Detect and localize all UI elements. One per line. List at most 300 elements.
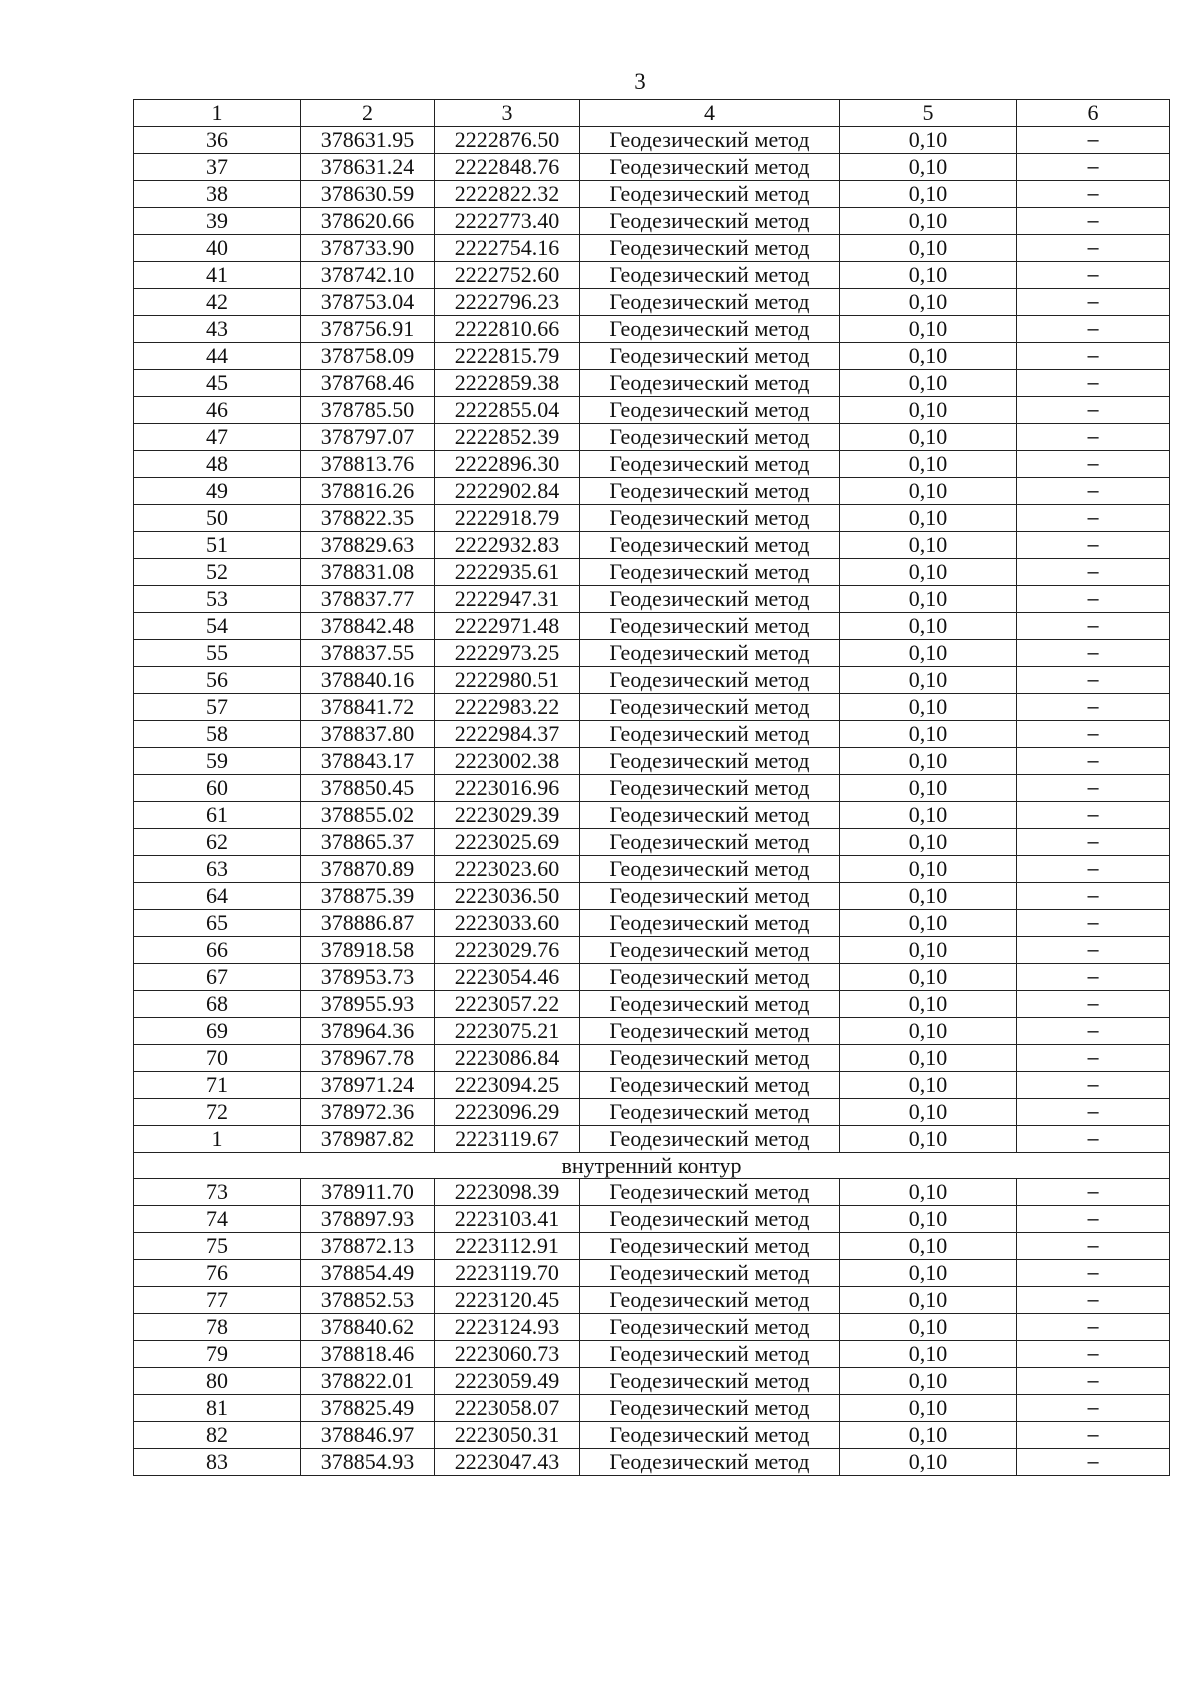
accuracy-cell: 0,10: [840, 1260, 1017, 1287]
x-coordinate-cell: 378630.59: [301, 181, 435, 208]
x-coordinate-cell: 378785.50: [301, 397, 435, 424]
method-cell: Геодезический метод: [580, 559, 840, 586]
table-row: [134, 1072, 1170, 1099]
table-row: [134, 1045, 1170, 1072]
description-cell: –: [1017, 559, 1170, 586]
accuracy-cell: 0,10: [840, 127, 1017, 154]
header-row: [134, 100, 1170, 127]
y-coordinate-cell: 2222822.32: [435, 181, 580, 208]
method-cell: Геодезический метод: [580, 424, 840, 451]
method-cell: Геодезический метод: [580, 1099, 840, 1126]
point-number-cell: 59: [134, 748, 301, 775]
x-coordinate-cell: 378837.80: [301, 721, 435, 748]
y-coordinate-cell: 2223002.38: [435, 748, 580, 775]
y-coordinate-cell: 2222752.60: [435, 262, 580, 289]
description-cell: –: [1017, 127, 1170, 154]
y-coordinate-cell: 2223025.69: [435, 829, 580, 856]
description-cell: –: [1017, 1395, 1170, 1422]
x-coordinate-cell: 378631.24: [301, 154, 435, 181]
accuracy-cell: 0,10: [840, 1126, 1017, 1153]
description-cell: –: [1017, 802, 1170, 829]
x-coordinate-cell: 378843.17: [301, 748, 435, 775]
x-coordinate-cell: 378870.89: [301, 856, 435, 883]
table-row: [134, 586, 1170, 613]
method-cell: Геодезический метод: [580, 1341, 840, 1368]
page-number: 3: [634, 69, 646, 94]
table-row: [134, 856, 1170, 883]
point-number-cell: 61: [134, 802, 301, 829]
table-row: [134, 208, 1170, 235]
y-coordinate-cell: 2222902.84: [435, 478, 580, 505]
x-coordinate-cell: 378753.04: [301, 289, 435, 316]
table-row: [134, 1206, 1170, 1233]
table-row: [134, 613, 1170, 640]
x-coordinate-cell: 378837.77: [301, 586, 435, 613]
y-coordinate-cell: 2223016.96: [435, 775, 580, 802]
y-coordinate-cell: 2223033.60: [435, 910, 580, 937]
accuracy-cell: 0,10: [840, 1045, 1017, 1072]
section-row: [134, 1153, 1170, 1179]
y-coordinate-cell: 2222855.04: [435, 397, 580, 424]
point-number-cell: 78: [134, 1314, 301, 1341]
table-row: [134, 1314, 1170, 1341]
table-row: [134, 397, 1170, 424]
description-cell: –: [1017, 613, 1170, 640]
accuracy-cell: 0,10: [840, 235, 1017, 262]
table-row: [134, 289, 1170, 316]
method-cell: Геодезический метод: [580, 208, 840, 235]
y-coordinate-cell: 2222932.83: [435, 532, 580, 559]
description-cell: –: [1017, 640, 1170, 667]
x-coordinate-cell: 378852.53: [301, 1287, 435, 1314]
method-cell: Геодезический метод: [580, 343, 840, 370]
method-cell: Геодезический метод: [580, 235, 840, 262]
description-cell: –: [1017, 991, 1170, 1018]
x-coordinate-cell: 378854.93: [301, 1449, 435, 1476]
x-coordinate-cell: 378872.13: [301, 1233, 435, 1260]
accuracy-cell: 0,10: [840, 424, 1017, 451]
x-coordinate-cell: 378840.16: [301, 667, 435, 694]
description-cell: –: [1017, 505, 1170, 532]
accuracy-cell: 0,10: [840, 154, 1017, 181]
header-cell: 6: [1017, 100, 1170, 127]
y-coordinate-cell: 2223120.45: [435, 1287, 580, 1314]
point-number-cell: 42: [134, 289, 301, 316]
point-number-cell: 55: [134, 640, 301, 667]
x-coordinate-cell: 378886.87: [301, 910, 435, 937]
method-cell: Геодезический метод: [580, 451, 840, 478]
x-coordinate-cell: 378841.72: [301, 694, 435, 721]
y-coordinate-cell: 2223058.07: [435, 1395, 580, 1422]
description-cell: –: [1017, 1179, 1170, 1206]
point-number-cell: 65: [134, 910, 301, 937]
y-coordinate-cell: 2222876.50: [435, 127, 580, 154]
x-coordinate-cell: 378972.36: [301, 1099, 435, 1126]
accuracy-cell: 0,10: [840, 1449, 1017, 1476]
x-coordinate-cell: 378742.10: [301, 262, 435, 289]
table-row: [134, 559, 1170, 586]
method-cell: Геодезический метод: [580, 289, 840, 316]
y-coordinate-cell: 2223086.84: [435, 1045, 580, 1072]
y-coordinate-cell: 2222918.79: [435, 505, 580, 532]
table-row: [134, 478, 1170, 505]
table-row: [134, 1018, 1170, 1045]
point-number-cell: 72: [134, 1099, 301, 1126]
y-coordinate-cell: 2223059.49: [435, 1368, 580, 1395]
point-number-cell: 46: [134, 397, 301, 424]
x-coordinate-cell: 378829.63: [301, 532, 435, 559]
table-row: [134, 1126, 1170, 1153]
point-number-cell: 71: [134, 1072, 301, 1099]
table-row: [134, 424, 1170, 451]
description-cell: –: [1017, 1206, 1170, 1233]
inner-contour-title: внутренний контур: [134, 1153, 1170, 1179]
description-cell: –: [1017, 262, 1170, 289]
x-coordinate-cell: 378733.90: [301, 235, 435, 262]
point-number-cell: 68: [134, 991, 301, 1018]
accuracy-cell: 0,10: [840, 667, 1017, 694]
x-coordinate-cell: 378855.02: [301, 802, 435, 829]
y-coordinate-cell: 2223119.67: [435, 1126, 580, 1153]
point-number-cell: 49: [134, 478, 301, 505]
description-cell: –: [1017, 235, 1170, 262]
description-cell: –: [1017, 964, 1170, 991]
description-cell: –: [1017, 1018, 1170, 1045]
point-number-cell: 63: [134, 856, 301, 883]
accuracy-cell: 0,10: [840, 964, 1017, 991]
description-cell: –: [1017, 181, 1170, 208]
y-coordinate-cell: 2223023.60: [435, 856, 580, 883]
x-coordinate-cell: 378822.01: [301, 1368, 435, 1395]
y-coordinate-cell: 2223047.43: [435, 1449, 580, 1476]
description-cell: –: [1017, 586, 1170, 613]
table-row: [134, 262, 1170, 289]
method-cell: Геодезический метод: [580, 1018, 840, 1045]
accuracy-cell: 0,10: [840, 910, 1017, 937]
point-number-cell: 48: [134, 451, 301, 478]
method-cell: Геодезический метод: [580, 316, 840, 343]
method-cell: Геодезический метод: [580, 370, 840, 397]
description-cell: –: [1017, 1422, 1170, 1449]
point-number-cell: 75: [134, 1233, 301, 1260]
point-number-cell: 57: [134, 694, 301, 721]
y-coordinate-cell: 2223096.29: [435, 1099, 580, 1126]
method-cell: Геодезический метод: [580, 829, 840, 856]
accuracy-cell: 0,10: [840, 856, 1017, 883]
table-body: [134, 100, 1170, 1476]
method-cell: Геодезический метод: [580, 667, 840, 694]
accuracy-cell: 0,10: [840, 1018, 1017, 1045]
point-number-cell: 47: [134, 424, 301, 451]
point-number-cell: 70: [134, 1045, 301, 1072]
method-cell: Геодезический метод: [580, 1126, 840, 1153]
x-coordinate-cell: 378831.08: [301, 559, 435, 586]
y-coordinate-cell: 2222935.61: [435, 559, 580, 586]
y-coordinate-cell: 2223119.70: [435, 1260, 580, 1287]
description-cell: –: [1017, 1341, 1170, 1368]
point-number-cell: 52: [134, 559, 301, 586]
x-coordinate-cell: 378816.26: [301, 478, 435, 505]
x-coordinate-cell: 378987.82: [301, 1126, 435, 1153]
point-number-cell: 62: [134, 829, 301, 856]
y-coordinate-cell: 2222754.16: [435, 235, 580, 262]
description-cell: –: [1017, 694, 1170, 721]
table-row: [134, 1233, 1170, 1260]
header-cell: 4: [580, 100, 840, 127]
y-coordinate-cell: 2223103.41: [435, 1206, 580, 1233]
method-cell: Геодезический метод: [580, 748, 840, 775]
x-coordinate-cell: 378875.39: [301, 883, 435, 910]
method-cell: Геодезический метод: [580, 1395, 840, 1422]
method-cell: Геодезический метод: [580, 883, 840, 910]
point-number-cell: 76: [134, 1260, 301, 1287]
x-coordinate-cell: 378918.58: [301, 937, 435, 964]
y-coordinate-cell: 2222947.31: [435, 586, 580, 613]
accuracy-cell: 0,10: [840, 1099, 1017, 1126]
x-coordinate-cell: 378813.76: [301, 451, 435, 478]
x-coordinate-cell: 378955.93: [301, 991, 435, 1018]
accuracy-cell: 0,10: [840, 559, 1017, 586]
y-coordinate-cell: 2222973.25: [435, 640, 580, 667]
accuracy-cell: 0,10: [840, 748, 1017, 775]
point-number-cell: 82: [134, 1422, 301, 1449]
description-cell: –: [1017, 451, 1170, 478]
y-coordinate-cell: 2223029.39: [435, 802, 580, 829]
table-row: [134, 883, 1170, 910]
accuracy-cell: 0,10: [840, 829, 1017, 856]
x-coordinate-cell: 378964.36: [301, 1018, 435, 1045]
x-coordinate-cell: 378840.62: [301, 1314, 435, 1341]
table-row: [134, 1099, 1170, 1126]
accuracy-cell: 0,10: [840, 802, 1017, 829]
table-row: [134, 910, 1170, 937]
description-cell: –: [1017, 883, 1170, 910]
method-cell: Геодезический метод: [580, 1072, 840, 1099]
table-row: [134, 181, 1170, 208]
table-row: [134, 1449, 1170, 1476]
point-number-cell: 43: [134, 316, 301, 343]
table-row: [134, 802, 1170, 829]
x-coordinate-cell: 378854.49: [301, 1260, 435, 1287]
x-coordinate-cell: 378971.24: [301, 1072, 435, 1099]
point-number-cell: 51: [134, 532, 301, 559]
table-row: [134, 964, 1170, 991]
point-number-cell: 69: [134, 1018, 301, 1045]
coordinates-table: [133, 99, 1170, 1476]
description-cell: –: [1017, 829, 1170, 856]
accuracy-cell: 0,10: [840, 289, 1017, 316]
x-coordinate-cell: 378825.49: [301, 1395, 435, 1422]
accuracy-cell: 0,10: [840, 262, 1017, 289]
table-row: [134, 1368, 1170, 1395]
accuracy-cell: 0,10: [840, 1395, 1017, 1422]
accuracy-cell: 0,10: [840, 613, 1017, 640]
description-cell: –: [1017, 721, 1170, 748]
method-cell: Геодезический метод: [580, 856, 840, 883]
description-cell: –: [1017, 478, 1170, 505]
description-cell: –: [1017, 1449, 1170, 1476]
table-row: [134, 235, 1170, 262]
method-cell: Геодезический метод: [580, 127, 840, 154]
y-coordinate-cell: 2223098.39: [435, 1179, 580, 1206]
point-number-cell: 44: [134, 343, 301, 370]
y-coordinate-cell: 2222859.38: [435, 370, 580, 397]
method-cell: Геодезический метод: [580, 640, 840, 667]
x-coordinate-cell: 378756.91: [301, 316, 435, 343]
accuracy-cell: 0,10: [840, 397, 1017, 424]
table-row: [134, 1395, 1170, 1422]
accuracy-cell: 0,10: [840, 1341, 1017, 1368]
accuracy-cell: 0,10: [840, 343, 1017, 370]
table-row: [134, 937, 1170, 964]
description-cell: –: [1017, 1126, 1170, 1153]
y-coordinate-cell: 2222971.48: [435, 613, 580, 640]
accuracy-cell: 0,10: [840, 532, 1017, 559]
y-coordinate-cell: 2222810.66: [435, 316, 580, 343]
point-number-cell: 60: [134, 775, 301, 802]
description-cell: –: [1017, 1368, 1170, 1395]
description-cell: –: [1017, 910, 1170, 937]
accuracy-cell: 0,10: [840, 451, 1017, 478]
accuracy-cell: 0,10: [840, 505, 1017, 532]
method-cell: Геодезический метод: [580, 694, 840, 721]
table-row: [134, 154, 1170, 181]
description-cell: –: [1017, 748, 1170, 775]
accuracy-cell: 0,10: [840, 370, 1017, 397]
header-cell: 5: [840, 100, 1017, 127]
accuracy-cell: 0,10: [840, 991, 1017, 1018]
x-coordinate-cell: 378631.95: [301, 127, 435, 154]
y-coordinate-cell: 2222896.30: [435, 451, 580, 478]
accuracy-cell: 0,10: [840, 1368, 1017, 1395]
table-row: [134, 505, 1170, 532]
x-coordinate-cell: 378842.48: [301, 613, 435, 640]
method-cell: Геодезический метод: [580, 964, 840, 991]
description-cell: –: [1017, 1287, 1170, 1314]
method-cell: Геодезический метод: [580, 505, 840, 532]
point-number-cell: 73: [134, 1179, 301, 1206]
point-number-cell: 83: [134, 1449, 301, 1476]
method-cell: Геодезический метод: [580, 1233, 840, 1260]
x-coordinate-cell: 378837.55: [301, 640, 435, 667]
header-cell: 3: [435, 100, 580, 127]
x-coordinate-cell: 378758.09: [301, 343, 435, 370]
point-number-cell: 79: [134, 1341, 301, 1368]
header-cell: 2: [301, 100, 435, 127]
accuracy-cell: 0,10: [840, 1072, 1017, 1099]
method-cell: Геодезический метод: [580, 1179, 840, 1206]
method-cell: Геодезический метод: [580, 478, 840, 505]
table-row: [134, 1179, 1170, 1206]
description-cell: –: [1017, 1233, 1170, 1260]
point-number-cell: 80: [134, 1368, 301, 1395]
x-coordinate-cell: 378822.35: [301, 505, 435, 532]
point-number-cell: 45: [134, 370, 301, 397]
method-cell: Геодезический метод: [580, 586, 840, 613]
y-coordinate-cell: 2223050.31: [435, 1422, 580, 1449]
x-coordinate-cell: 378818.46: [301, 1341, 435, 1368]
point-number-cell: 64: [134, 883, 301, 910]
description-cell: –: [1017, 1072, 1170, 1099]
x-coordinate-cell: 378967.78: [301, 1045, 435, 1072]
method-cell: Геодезический метод: [580, 775, 840, 802]
accuracy-cell: 0,10: [840, 208, 1017, 235]
description-cell: –: [1017, 1260, 1170, 1287]
method-cell: Геодезический метод: [580, 262, 840, 289]
table-row: [134, 127, 1170, 154]
description-cell: –: [1017, 154, 1170, 181]
table-row: [134, 370, 1170, 397]
x-coordinate-cell: 378953.73: [301, 964, 435, 991]
accuracy-cell: 0,10: [840, 316, 1017, 343]
y-coordinate-cell: 2222980.51: [435, 667, 580, 694]
accuracy-cell: 0,10: [840, 1206, 1017, 1233]
y-coordinate-cell: 2223057.22: [435, 991, 580, 1018]
description-cell: –: [1017, 667, 1170, 694]
description-cell: –: [1017, 1045, 1170, 1072]
y-coordinate-cell: 2223036.50: [435, 883, 580, 910]
description-cell: –: [1017, 775, 1170, 802]
table-row: [134, 748, 1170, 775]
y-coordinate-cell: 2222984.37: [435, 721, 580, 748]
method-cell: Геодезический метод: [580, 1287, 840, 1314]
x-coordinate-cell: 378620.66: [301, 208, 435, 235]
accuracy-cell: 0,10: [840, 640, 1017, 667]
description-cell: –: [1017, 289, 1170, 316]
description-cell: –: [1017, 532, 1170, 559]
y-coordinate-cell: 2223094.25: [435, 1072, 580, 1099]
x-coordinate-cell: 378797.07: [301, 424, 435, 451]
method-cell: Геодезический метод: [580, 1449, 840, 1476]
method-cell: Геодезический метод: [580, 1206, 840, 1233]
accuracy-cell: 0,10: [840, 1287, 1017, 1314]
point-number-cell: 1: [134, 1126, 301, 1153]
point-number-cell: 50: [134, 505, 301, 532]
point-number-cell: 66: [134, 937, 301, 964]
method-cell: Геодезический метод: [580, 181, 840, 208]
method-cell: Геодезический метод: [580, 154, 840, 181]
table-row: [134, 532, 1170, 559]
y-coordinate-cell: 2223060.73: [435, 1341, 580, 1368]
table-row: [134, 316, 1170, 343]
table-row: [134, 721, 1170, 748]
accuracy-cell: 0,10: [840, 478, 1017, 505]
x-coordinate-cell: 378768.46: [301, 370, 435, 397]
point-number-cell: 37: [134, 154, 301, 181]
accuracy-cell: 0,10: [840, 1233, 1017, 1260]
accuracy-cell: 0,10: [840, 1314, 1017, 1341]
y-coordinate-cell: 2222848.76: [435, 154, 580, 181]
x-coordinate-cell: 378865.37: [301, 829, 435, 856]
description-cell: –: [1017, 424, 1170, 451]
point-number-cell: 56: [134, 667, 301, 694]
point-number-cell: 77: [134, 1287, 301, 1314]
point-number-cell: 41: [134, 262, 301, 289]
y-coordinate-cell: 2222983.22: [435, 694, 580, 721]
method-cell: Геодезический метод: [580, 1260, 840, 1287]
y-coordinate-cell: 2223029.76: [435, 937, 580, 964]
table-row: [134, 451, 1170, 478]
accuracy-cell: 0,10: [840, 694, 1017, 721]
x-coordinate-cell: 378911.70: [301, 1179, 435, 1206]
accuracy-cell: 0,10: [840, 1422, 1017, 1449]
y-coordinate-cell: 2222796.23: [435, 289, 580, 316]
point-number-cell: 58: [134, 721, 301, 748]
description-cell: –: [1017, 343, 1170, 370]
table-row: [134, 1422, 1170, 1449]
method-cell: Геодезический метод: [580, 991, 840, 1018]
description-cell: –: [1017, 1099, 1170, 1126]
